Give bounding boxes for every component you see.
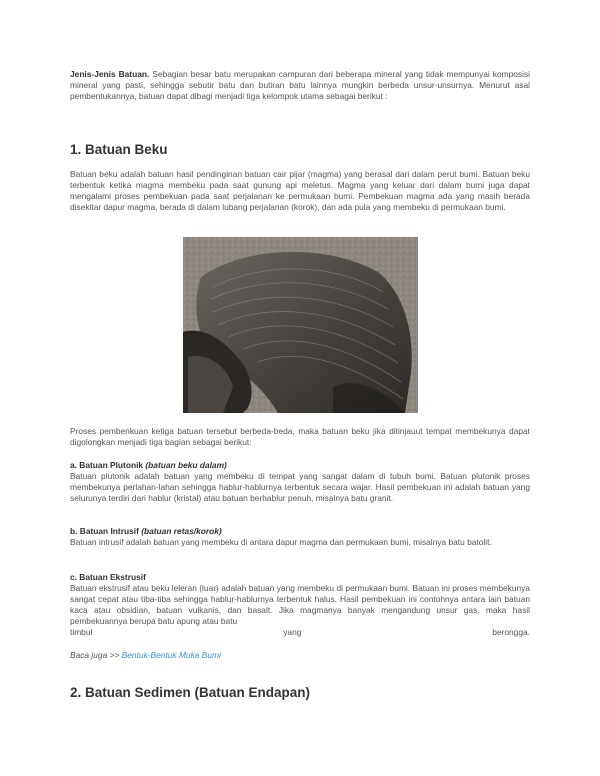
- see-also-link[interactable]: Bentuk-Bentuk Muka Bumi: [121, 650, 221, 660]
- intro-paragraph: [70, 69, 530, 102]
- type-ekstrusif-last-line: timbul yang berongga.: [70, 627, 530, 637]
- type-intrusif-text: Batuan intrusif adalah batuan yang membeku di antara dapur magma dan permukaan bumi, misalnya batu batolit.: [70, 537, 492, 547]
- type-ekstrusif-text: Batuan ekstrusif atau beku leleran (luar) adalah batuan yang membeku di permukaan bumi. Batuan ini proses membekunya sangat cepat atau tiba-tiba sehingga hablur-hablurnya terbentuk halus. Hasil pembekuan ini contohnya antara lain batuan kaca atau obsidian, batuan vulkanis, dan basalt. Jika magmanya banyak mengandung unsur gas, maka hasil pembekuannya berupa batu apung atau batu: [70, 583, 530, 626]
- rock-photo: [183, 237, 418, 413]
- type-ekstrusif-heading: c. Batuan Ekstrusif: [70, 572, 146, 582]
- section1-paragraph: Batuan beku adalah batuan hasil pendinginan batuan cair pijar (magma) yang berasal dari dalam perut bumi. Batuan beku terbentuk ketika magma membeku pada saat gunung api meletus. Magma yang keluar dari dalam bumi juga dapat mengalami proses pembekuan pada saat perjalanan ke permukaan bumi. Pembekuan magma ada yang masih berada disekitar dapur magma, berada di dalam lubang perjalanan (korok), dan ada pula yang membeku di permukaan bumi.: [70, 169, 530, 212]
- type-intrusif-heading: b. Batuan Intrusif (batuan retas/korok): [70, 526, 222, 536]
- rock-illustration: [183, 237, 418, 413]
- section-title-batuan-sedimen: 2. Batuan Sedimen (Batuan Endapan): [70, 685, 311, 700]
- intro-label: Jenis-Jenis Batuan.: [70, 69, 150, 79]
- see-also: Baca juga >> Bentuk-Bentuk Muka Bumi: [70, 650, 221, 660]
- type-plutonik-text: Batuan plutonik adalah batuan yang membeku di tempat yang sangat dalam di tubuh bumi. Batuan plutonik proses membekunya perlahan-lahan sehingga hablur-hablurnya terbentuk secara wajar. Hasil pembekuan ini adalah batuan yang selurunya terdiri dari hablur (kristal) atau batuan berhablur penuh, misalnya batu granit.: [70, 471, 530, 503]
- type-plutonik-heading: a. Batuan Plutonik (batuan beku dalam): [70, 460, 227, 470]
- after-image-paragraph: Proses pembenkuan ketiga batuan tersebut berbeda-beda, maka batuan beku jika ditinjauut tempat membekunya dapat digolongkan menjadi tiga bagian sebagai berikut:: [70, 426, 530, 447]
- intro-text: Sebagian besar batu merupakan campuran dari beberapa mineral yang tidak mempunyai komposisi mineral yang pasti, sehingga sebutir batu dan butiran batu lainnya mungkin berbeda unsur-unsurnya. Menurut asal pembentukannya, batuan dapat dibagi menjadi tiga kelompok utama sebagai berikut :: [70, 69, 530, 101]
- section-title-batuan-beku: 1. Batuan Beku: [70, 142, 168, 157]
